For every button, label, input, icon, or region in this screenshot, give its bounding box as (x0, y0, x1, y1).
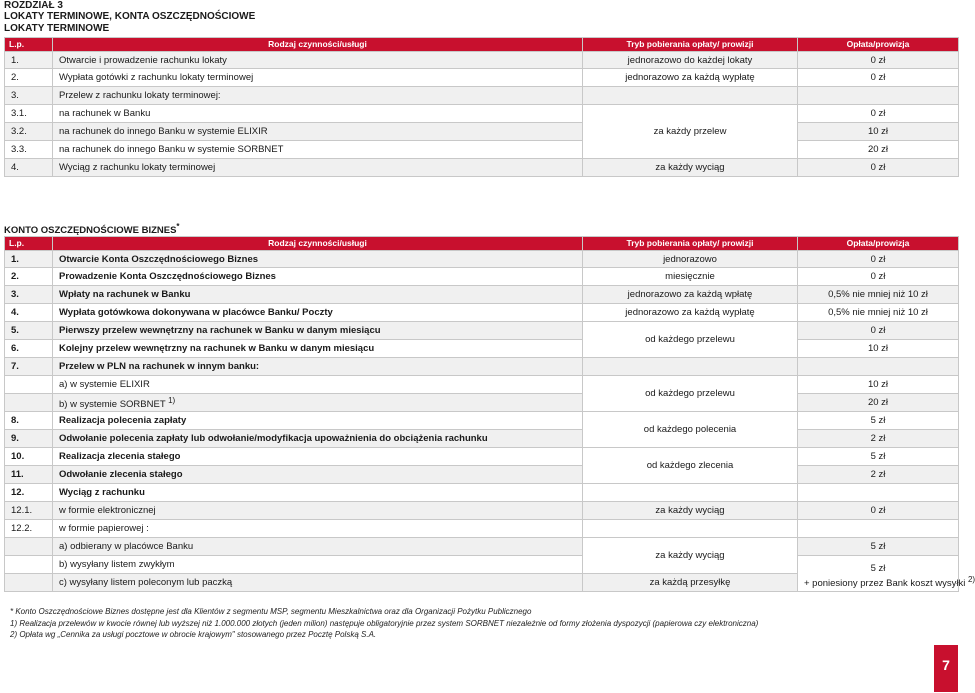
table-row (5, 123, 959, 141)
table-row (5, 304, 959, 322)
row-service: a) w systemie ELIXIR (53, 376, 583, 394)
row-mode (583, 520, 798, 538)
row-num: 3. (5, 286, 53, 304)
table-row (5, 340, 959, 358)
row-num (5, 574, 53, 592)
row-fee: 2 zł (798, 430, 959, 448)
konto-table (4, 236, 975, 592)
table-row (5, 69, 959, 87)
row-num: 10. (5, 448, 53, 466)
row-num: 12.1. (5, 502, 53, 520)
table2-title-mark: * (176, 222, 180, 231)
chapter-label: ROZDZIAŁ 3 (4, 0, 63, 11)
row-mode: jednorazowo (583, 251, 798, 268)
row-fee: 0 zł (798, 322, 959, 340)
row-num (5, 376, 53, 394)
row-fee: 0 zł (798, 502, 959, 520)
row-num: 7. (5, 358, 53, 376)
row-num: 4. (5, 159, 53, 177)
footnote-star: * Konto Oszczędnościowe Biznes dostępne jest dla Klientów z segmentu MSP, segmentu Mieszkalnictwa oraz dla Organizacji Pożytku Publicznego (10, 607, 532, 616)
row-fee: 0,5% nie mniej niż 10 zł (798, 304, 959, 322)
row-fee: 0 zł (798, 268, 959, 286)
row-num: 1. (5, 52, 53, 69)
row-num: 2. (5, 69, 53, 87)
section-title: LOKATY TERMINOWE, KONTA OSZCZĘDNOŚCIOWE (4, 11, 256, 22)
row-num (5, 538, 53, 556)
footnote-mark: 2) (967, 574, 975, 584)
row-fee: 0,5% nie mniej niż 10 zł (798, 286, 959, 304)
table1-title: LOKATY TERMINOWE (4, 23, 110, 34)
row-num (5, 394, 53, 412)
row-fee: 0 zł (798, 52, 959, 69)
row-service: na rachunek w Banku (53, 105, 583, 123)
footnote-mark: 1) (168, 395, 176, 405)
row-service-text: b) w systemie SORBNET (59, 399, 166, 411)
row-num: 9. (5, 430, 53, 448)
col-mode: Tryb pobierania opłaty/ prowizji (583, 237, 798, 251)
table-row (5, 52, 959, 69)
table-row (5, 394, 959, 412)
table-row (5, 87, 959, 105)
row-fee-extra (804, 574, 975, 589)
row-fee (798, 87, 959, 105)
row-service: Kolejny przelew wewnętrzny na rachunek w Banku w danym miesiącu (53, 340, 583, 358)
row-fee (798, 484, 959, 502)
row-num: 8. (5, 412, 53, 430)
row-service: Odwołanie zlecenia stałego (53, 466, 583, 484)
footnote-1: 1) Realizacja przelewów w kwocie równej lub wyższej niż 1.000.000 złotych (jeden milion) następuje obligatoryjnie przez system SORBNET niezależnie od formy złożenia dyspozycji (papierowa czy elektroniczna) (10, 619, 759, 628)
row-service: w formie papierowej : (53, 520, 583, 538)
table-row (5, 484, 959, 502)
table-header (5, 237, 959, 251)
lokaty-table (4, 37, 959, 177)
table-row (5, 105, 959, 123)
table-row (5, 358, 959, 376)
row-fee: 5 zł (798, 412, 959, 430)
table-row (5, 376, 959, 394)
row-num: 4. (5, 304, 53, 322)
row-num: 3. (5, 87, 53, 105)
row-mode (583, 484, 798, 502)
table-header (5, 38, 959, 52)
row-fee: 5 zł (798, 448, 959, 466)
table-row (5, 268, 959, 286)
row-service: Przelew z rachunku lokaty terminowej: (53, 87, 583, 105)
row-fee: 0 zł (798, 69, 959, 87)
col-mode: Tryb pobierania opłaty/ prowizji (583, 38, 798, 52)
col-lp: L.p. (5, 237, 53, 251)
row-service: Wypłata gotówki z rachunku lokaty terminowej (53, 69, 583, 87)
row-num: 3.1. (5, 105, 53, 123)
table-row (5, 141, 959, 159)
col-service: Rodzaj czynności/usługi (53, 237, 583, 251)
row-fee: 2 zł (798, 466, 959, 484)
row-service: Wpłaty na rachunek w Banku (53, 286, 583, 304)
table-row (5, 412, 959, 430)
row-fee: 10 zł (798, 123, 959, 141)
row-num: 12.2. (5, 520, 53, 538)
row-num (5, 556, 53, 574)
row-mode (583, 358, 798, 376)
row-mode: za każdy wyciąg (583, 538, 798, 574)
row-service: Odwołanie polecenia zapłaty lub odwołanie/modyfikacja upoważnienia do obciążenia rachunku (53, 430, 583, 448)
table-row (5, 251, 959, 268)
row-service (53, 394, 583, 412)
row-mode: miesięcznie (583, 268, 798, 286)
table2-title-text: KONTO OSZCZĘDNOŚCIOWE BIZNES (4, 225, 177, 237)
table2-title (4, 222, 180, 236)
footnote-2: 2) Opłata wg „Cennika za usługi pocztowe w obrocie krajowym" stosowanego przez Pocztę Polską S.A. (10, 630, 377, 639)
row-service: na rachunek do innego Banku w systemie ELIXIR (53, 123, 583, 141)
table-row (5, 502, 959, 520)
row-service: Wypłata gotówkowa dokonywana w placówce Banku/ Poczty (53, 304, 583, 322)
row-service: Otwarcie i prowadzenie rachunku lokaty (53, 52, 583, 69)
table-row (5, 538, 959, 556)
row-service: Realizacja zlecenia stałego (53, 448, 583, 466)
row-mode: za każdy wyciąg (583, 502, 798, 520)
row-fee: 5 zł (798, 538, 959, 556)
row-mode: od każdego przelewu (583, 322, 798, 358)
row-service: Wyciąg z rachunku lokaty terminowej (53, 159, 583, 177)
row-service: a) odbierany w placówce Banku (53, 538, 583, 556)
row-service: b) wysyłany listem zwykłym (53, 556, 583, 574)
col-lp: L.p. (5, 38, 53, 52)
row-mode: jednorazowo za każdą wypłatę (583, 69, 798, 87)
row-service: Przelew w PLN na rachunek w innym banku: (53, 358, 583, 376)
page-number: 7 (934, 645, 958, 692)
row-service: Wyciąg z rachunku (53, 484, 583, 502)
row-num: 2. (5, 268, 53, 286)
row-service: c) wysyłany listem poleconym lub paczką (53, 574, 583, 592)
row-num: 11. (5, 466, 53, 484)
row-num: 3.3. (5, 141, 53, 159)
row-service: Pierwszy przelew wewnętrzny na rachunek w Banku w danym miesiącu (53, 322, 583, 340)
row-fee: 10 zł (798, 340, 959, 358)
row-mode: od każdego przelewu (583, 376, 798, 412)
row-mode: za każdy wyciąg (583, 159, 798, 177)
table-row (5, 286, 959, 304)
row-fee: 0 zł (798, 251, 959, 268)
row-service: Realizacja polecenia zapłaty (53, 412, 583, 430)
row-num: 5. (5, 322, 53, 340)
row-fee: 20 zł (798, 141, 959, 159)
row-fee-extra-text: + poniesiony przez Bank koszt wysyłki (804, 578, 966, 589)
row-fee: 20 zł (798, 394, 959, 412)
row-service: w formie elektronicznej (53, 502, 583, 520)
table-row (5, 159, 959, 177)
row-fee: 0 zł (798, 159, 959, 177)
table-row (5, 520, 959, 538)
row-fee-text: 5 zł (870, 562, 886, 574)
row-fee (798, 556, 975, 592)
col-fee: Opłata/prowizja (798, 237, 959, 251)
row-mode: za każdy przelew (583, 105, 798, 159)
row-fee (798, 520, 959, 538)
row-service: Prowadzenie Konta Oszczędnościowego Biznes (53, 268, 583, 286)
row-mode: jednorazowo za każdą wpłatę (583, 286, 798, 304)
col-service: Rodzaj czynności/usługi (53, 38, 583, 52)
row-num: 3.2. (5, 123, 53, 141)
table-row (5, 466, 959, 484)
row-mode: od każdego zlecenia (583, 448, 798, 484)
table-row (5, 430, 959, 448)
row-service: na rachunek do innego Banku w systemie SORBNET (53, 141, 583, 159)
row-mode: jednorazowo za każdą wypłatę (583, 304, 798, 322)
row-mode: jednorazowo do każdej lokaty (583, 52, 798, 69)
row-mode: od każdego polecenia (583, 412, 798, 448)
table-row (5, 556, 959, 574)
row-num: 12. (5, 484, 53, 502)
row-num: 6. (5, 340, 53, 358)
col-fee: Opłata/prowizja (798, 38, 959, 52)
row-mode: za każdą przesyłkę (583, 574, 798, 592)
table-row (5, 322, 959, 340)
row-mode (583, 87, 798, 105)
row-fee (798, 358, 959, 376)
row-fee: 10 zł (798, 376, 959, 394)
row-num: 1. (5, 251, 53, 268)
row-fee: 0 zł (798, 105, 959, 123)
table-row (5, 448, 959, 466)
row-service: Otwarcie Konta Oszczędnościowego Biznes (53, 251, 583, 268)
